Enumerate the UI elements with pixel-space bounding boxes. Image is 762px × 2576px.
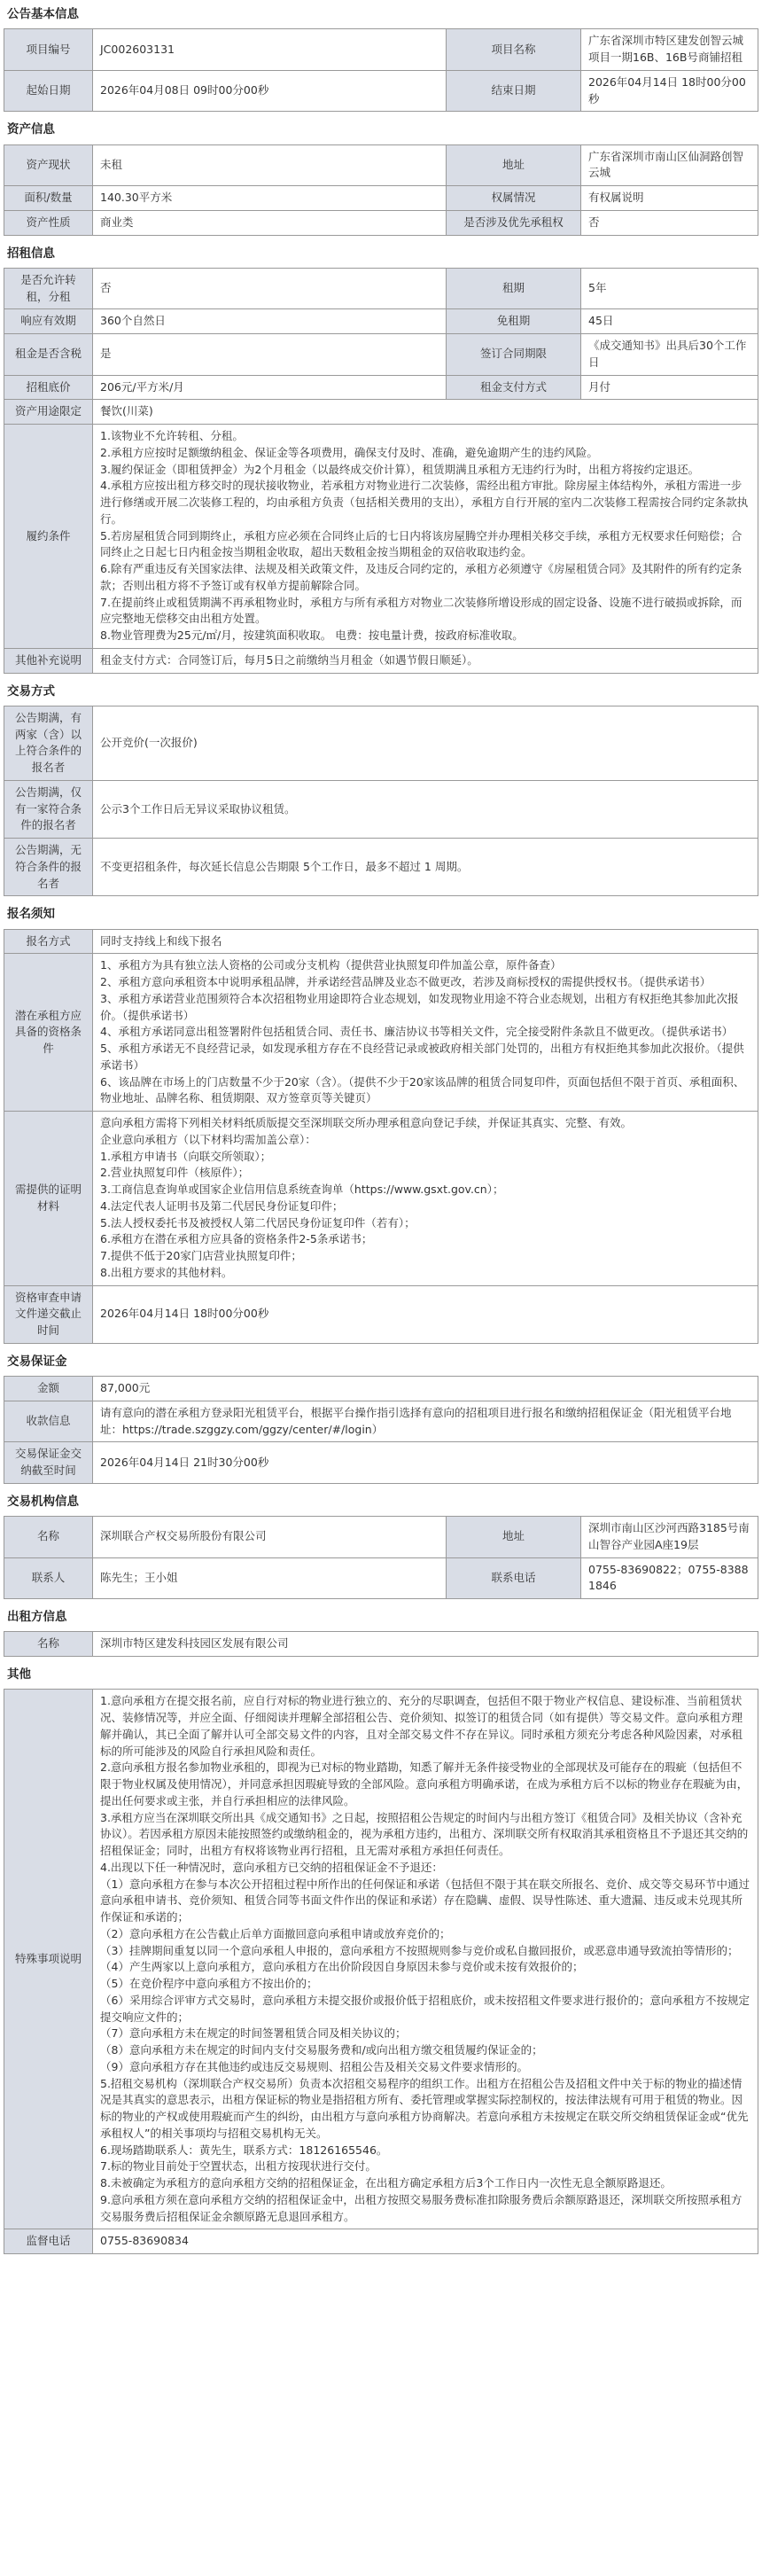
exchange-contact: 陈先生；王小姐 xyxy=(93,1557,447,1599)
field-label: 名称 xyxy=(4,1517,93,1558)
field-label: 公告期满，有两家（含）以上符合条件的报名者 xyxy=(4,706,93,780)
rent-free-period: 45日 xyxy=(581,309,758,334)
table-row xyxy=(4,70,758,112)
field-label: 免租期 xyxy=(447,309,581,334)
field-label: 租期 xyxy=(447,268,581,309)
table-row xyxy=(4,1690,758,2229)
table-row xyxy=(4,1377,758,1401)
field-label: 地址 xyxy=(447,1517,581,1558)
field-label: 是否涉及优先承租权 xyxy=(447,210,581,235)
sublease-allowed: 否 xyxy=(93,268,447,309)
deposit-amount: 87,000元 xyxy=(93,1377,758,1401)
field-label: 租金支付方式 xyxy=(447,375,581,400)
lease-info-table xyxy=(4,268,758,674)
section-title-registration: 报名须知 xyxy=(7,907,55,922)
reserve-price: 206元/平方米/月 xyxy=(93,375,447,400)
basic-info-table xyxy=(4,28,758,112)
table-row xyxy=(4,309,758,334)
response-validity: 360个自然日 xyxy=(93,309,447,334)
field-label: 招租底价 xyxy=(4,375,93,400)
section-title-trade-method: 交易方式 xyxy=(7,683,55,699)
table-row xyxy=(4,706,758,780)
field-label: 特殊事项说明 xyxy=(4,1690,93,2229)
table-row xyxy=(4,1401,758,1442)
field-label: 监督电话 xyxy=(4,2229,93,2254)
table-row xyxy=(4,1517,758,1558)
table-row xyxy=(4,210,758,235)
asset-area: 140.30平方米 xyxy=(93,186,447,211)
field-label: 结束日期 xyxy=(447,70,581,112)
ownership-status: 有权属说明 xyxy=(581,186,758,211)
exchange-info-table xyxy=(4,1516,758,1599)
field-label: 交易保证金交纳截至时间 xyxy=(4,1442,93,1484)
table-row xyxy=(4,1285,758,1343)
table-row xyxy=(4,144,758,186)
field-label: 项目名称 xyxy=(447,29,581,71)
supplementary-notes: 租金支付方式：合同签订后，每月5日之前缴纳当月租金（如遇节假日顺延）。 xyxy=(93,648,758,673)
table-row xyxy=(4,425,758,649)
exchange-name: 深圳联合产权交易所股份有限公司 xyxy=(93,1517,447,1558)
other-table xyxy=(4,1689,758,2254)
table-row xyxy=(4,400,758,425)
field-label: 联系人 xyxy=(4,1557,93,1599)
multiple-bidders-method: 公开竞价(一次报价) xyxy=(93,706,758,780)
asset-use-restriction: 餐饮(川菜) xyxy=(93,400,758,425)
qualification-requirements: 1、承租方为具有独立法人资格的公司或分支机构（提供营业执照复印件加盖公章，原件备查） 2、承租方意向承租资本中说明承租品牌，并承诺经营品牌及业态不做更改，若涉及商标授权的需提供授权书。（提供承诺书） 3、承租方承诺营业范围须符合本次招租物业用途即符合业态规划，如发现物业用途不符合业态规划，出租方有权拒绝其参加此次报价。（提供承诺书） 4、承租方承诺同意出租签署附件包括租赁合同、责任书、廉洁协议书等相关文件，完全接受附件条款且不做更改。（提供承诺书） 5、承租方承诺无不良经营记录，如发现承租方存在不良经营记录或被政府相关部门处罚的，出租方有权拒绝其参加此次报价。（提供承诺书） 6、该品牌在市场上的门店数量不少于20家（含）。（提供不少于20家该品牌的租赁合同复印件，页面包括但不限于首页、承租面积、物业地址、品牌名称、租赁期限、双方签章页等关键页） xyxy=(93,954,758,1112)
field-label: 报名方式 xyxy=(4,929,93,954)
field-label: 资产现状 xyxy=(4,144,93,186)
rent-includes-tax: 是 xyxy=(93,334,447,376)
registration-table xyxy=(4,929,758,1344)
required-documents: 意向承租方需将下列相关材料纸质版提交至深圳联交所办理承租意向登记手续，并保证其真实、完整、有效。 企业意向承租方（以下材料均需加盖公章）： 1.承租方申请书（向联交所领取）； 2.营业执照复印件（核原件）； 3.工商信息查询单或国家企业信用信息系统查询单（https://www.gsxt.gov.cn）； 4.法定代表人证明书及第二代居民身份证复印件； 5.法人授权委托书及被授权人第二代居民身份证复印件（若有）； 6.承租方在潜在承租方应具备的资格条件2-5条承诺书； 7.提供不低于20家门店营业执照复印件； 8.出租方要求的其他材料。 xyxy=(93,1112,758,1286)
field-label: 资产用途限定 xyxy=(4,400,93,425)
special-notes: 1.意向承租方在提交报名前，应自行对标的物业进行独立的、充分的尽职调查，包括但不限于物业产权信息、建设标准、当前租赁状况、装修情况等，并应全面、仔细阅读并理解全部招租公告、竞价须知、拟签订的租赁合同（如有提供）等交易文件。意向承租方理解并确认，其已全面了解并认可全部交易文件的内容，且对全部交易文件不存在异议。同时承租方须充分考虑各种风险因素，对承租标的所可能涉及的风险自行承担风险和责任。 2.意向承租方报名参加物业承租的，即视为已对标的物业踏勘，知悉了解并无条件接受物业的全部现状及可能存在的瑕疵（包括但不限于物业权属及使用情况），并同意承担因瑕疵导致的全部风险。意向承租方明确承诺，在成为承租方后不以标的物业存在瑕疵为由，提出任何要求或主张，并自行承担相应的法律风险。 3.承租方应当在深圳联交所出具《成交通知书》之日起，按照招租公告规定的时间内与出租方签订《租赁合同》及相关协议（含补充协议）。若因承租方原因未能按照签约或缴纳租金的，视为承租方违约，出租方、深圳联交所有权取消其承租资格且不予退还其交纳的招租保证金；同时，出租方有权将该物业再行招租，且无需对承租方承担任何责任。 4.出现以下任一种情况时，意向承租方已交纳的招租保证金不予退还： （1）意向承租方在参与本次公开招租过程中所作出的任何保证和承诺（包括但不限于其在联交所报名、竞价、成交等交易环节中通过意向承租申请书、竞价须知、租赁合同等书面文件作出的保证和承诺）存在隐瞒、虚假、误导性陈述、重大遗漏、违反或未兑现其所作保证和承诺的； （2）意向承租方在公告截止后单方面撤回意向承租申请或放弃竞价的； （3）挂牌期间重复以同一个意向承租人申报的，意向承租方不按照规则参与竞价或私自撤回报价，或恶意串通导致流拍等情形的； （4）产生两家以上意向承租方，意向承租方在出价阶段因自身原因未参与竞价或未按有效报价的； （5）在竞价程序中意向承租方不按出价的； （6）采用综合评审方式交易时，意向承租方未提交报价或报价低于招租底价，或未按招租文件要求进行报价的；意向承租方不按规定提交响应文件的； （7）意向承租方未在规定的时间签署租赁合同及相关协议的； （8）意向承租方未在规定的时间内支付交易服务费和/或向出租方缴交租赁履约保证金的； （9）意向承租方存在其他违约或违反交易规则、招租公告及相关交易文件要求情形的。 5.招租交易机构（深圳联合产权交易所）负责本次招租交易程序的组织工作。出租方在招租公告及招租文件中关于标的物业的描述情况是其真实的意思表示，出租方保证标的物业是指招租方所有、委托管理或掌握实际控制权的，按法律法规有可用于租赁的物业。因标的物业的产权或使用瑕疵而产生的纠纷，由出租方与意向承租方协商解决。若意向承租方未按规定在联交所交纳租赁保证金或“优先承租权人”的相关事项均与招租交易机构无关。 6.现场踏勘联系人：黄先生，联系方式：18126165546。 7.标的物业目前处于空置状态，出租方按现状进行交付。 8.未被确定为承租方的意向承租方交纳的招租保证金，在出租方确定承租方后3个工作日内一次性无息全额原路退还。 9.意向承租方须在意向承租方交纳的招租保证金中，出租方按照交易服务费标准扣除服务费后余额原路退还，深圳联交所按照承租方交易服务费后招租保证金余额原路无息退回承租方。 xyxy=(93,1690,758,2229)
table-row xyxy=(4,186,758,211)
field-label: 资产性质 xyxy=(4,210,93,235)
field-label: 收款信息 xyxy=(4,1401,93,1442)
project-number: JC002603131 xyxy=(93,29,447,71)
table-row xyxy=(4,1557,758,1599)
submission-deadline: 2026年04月14日 18时00分00秒 xyxy=(93,1285,758,1343)
field-label: 其他补充说明 xyxy=(4,648,93,673)
field-label: 金额 xyxy=(4,1377,93,1401)
performance-conditions: 1.该物业不允许转租、分租。 2.承租方应按时足额缴纳租金、保证金等各项费用，确保支付及时、准确，避免逾期产生的违约风险。 3.履约保证金（即租赁押金）为2个月租金（以最终成交价计算），租赁期满且承租方无违约行为时，出租方将按约定退还。 4.承租方应按出租方移交时的现状接收物业，若承租方对物业进行二次装修，需经出租方审批。除房屋主体结构外，承租方需进一步进行修缮或开展二次装修工程的，均由承租方负责（包括相关费用的支出），承租方自行开展的室内二次装修工程需按合同约定条款执行。 5.若房屋租赁合同到期终止，承租方应必须在合同终止后的七日内将该房屋腾空并办理相关移交手续，承租方无权要求任何赔偿；合同终止之日起七日内租金按当期租金收取，超出天数租金按当期租金的双倍收取违约金。 6.除有严重违反有关国家法律、法规及相关政策文件，及违反合同约定的，承租方必须遵守《房屋租赁合同》及其附件的所有约定条款；否则出租方将不予签订或有权单方提前解除合同。 7.在提前终止或租赁期满不再承租物业时，承租方与所有承租方对物业二次装修所增设形成的固定设备、设施不进行破损或拆除，而应完整地无偿移交由出租方处置。 8.物业管理费为25元/㎡/月，按建筑面积收取。 电费：按电量计费，按政府标准收取。 xyxy=(93,425,758,649)
registration-method: 同时支持线上和线下报名 xyxy=(93,929,758,954)
table-row xyxy=(4,1442,758,1484)
asset-info-table xyxy=(4,144,758,236)
field-label: 权属情况 xyxy=(447,186,581,211)
table-row xyxy=(4,929,758,954)
field-label: 名称 xyxy=(4,1632,93,1657)
no-bidder-method: 不变更招租条件，每次延长信息公告期限 5个工作日，最多不超过 1 周期。 xyxy=(93,839,758,896)
table-row xyxy=(4,29,758,71)
field-label: 需提供的证明材料 xyxy=(4,1112,93,1286)
field-label: 履约条件 xyxy=(4,425,93,649)
field-label: 租金是否含税 xyxy=(4,334,93,376)
lessor-name: 深圳市特区建发科技园区发展有限公司 xyxy=(93,1632,758,1657)
section-title-exchange-info: 交易机构信息 xyxy=(7,1494,79,1509)
table-row xyxy=(4,1112,758,1286)
contract-signing-deadline: 《成交通知书》出具后30个工作日 xyxy=(581,334,758,376)
table-row xyxy=(4,2229,758,2254)
asset-address: 广东省深圳市南山区仙洞路创智云城 xyxy=(581,144,758,186)
field-label: 面积/数量 xyxy=(4,186,93,211)
field-label: 公告期满，无符合条件的报名者 xyxy=(4,839,93,896)
section-title-asset-info: 资产信息 xyxy=(7,122,55,137)
table-row xyxy=(4,839,758,896)
trade-method-table xyxy=(4,706,758,897)
field-label: 响应有效期 xyxy=(4,309,93,334)
section-title-other: 其他 xyxy=(7,1667,31,1682)
table-row xyxy=(4,375,758,400)
deposit-table xyxy=(4,1376,758,1484)
priority-lease-right: 否 xyxy=(581,210,758,235)
project-name: 广东省深圳市特区建发创智云城项目一期16B、16B号商铺招租 xyxy=(581,29,758,71)
single-bidder-method: 公示3个工作日后无异议采取协议租赁。 xyxy=(93,780,758,838)
end-date: 2026年04月14日 18时00分00秒 xyxy=(581,70,758,112)
deposit-deadline: 2026年04月14日 21时30分00秒 xyxy=(93,1442,758,1484)
field-label: 地址 xyxy=(447,144,581,186)
start-date: 2026年04月08日 09时00分00秒 xyxy=(93,70,447,112)
table-row xyxy=(4,334,758,376)
section-title-deposit: 交易保证金 xyxy=(7,1354,67,1369)
table-row xyxy=(4,954,758,1112)
field-label: 资格审查申请文件递交截止时间 xyxy=(4,1285,93,1343)
asset-nature: 商业类 xyxy=(93,210,447,235)
table-row xyxy=(4,648,758,673)
field-label: 起始日期 xyxy=(4,70,93,112)
lessor-info-table xyxy=(4,1631,758,1657)
table-row xyxy=(4,268,758,309)
rent-payment-method: 月付 xyxy=(581,375,758,400)
section-title-basic-info: 公告基本信息 xyxy=(7,7,79,21)
field-label: 项目编号 xyxy=(4,29,93,71)
lease-term: 5年 xyxy=(581,268,758,309)
supervision-phone: 0755-83690834 xyxy=(93,2229,758,2254)
asset-status: 未租 xyxy=(93,144,447,186)
exchange-address: 深圳市南山区沙河西路3185号南山智谷产业园A座19层 xyxy=(581,1517,758,1558)
table-row xyxy=(4,780,758,838)
section-title-lease-info: 招租信息 xyxy=(7,246,55,261)
field-label: 签订合同期限 xyxy=(447,334,581,376)
exchange-phone: 0755-83690822；0755-83881846 xyxy=(581,1557,758,1599)
field-label: 潜在承租方应具备的资格条件 xyxy=(4,954,93,1112)
field-label: 是否允许转租，分租 xyxy=(4,268,93,309)
payment-info: 请有意向的潜在承租方登录阳光租赁平台，根据平台操作指引选择有意向的招租项目进行报名和缴纳招租保证金（阳光租赁平台地址：https://trade.szggzy.com/ggzy/center/#/login） xyxy=(93,1401,758,1442)
field-label: 联系电话 xyxy=(447,1557,581,1599)
section-title-lessor-info: 出租方信息 xyxy=(7,1610,67,1624)
field-label: 公告期满，仅有一家符合条件的报名者 xyxy=(4,780,93,838)
table-row xyxy=(4,1632,758,1657)
